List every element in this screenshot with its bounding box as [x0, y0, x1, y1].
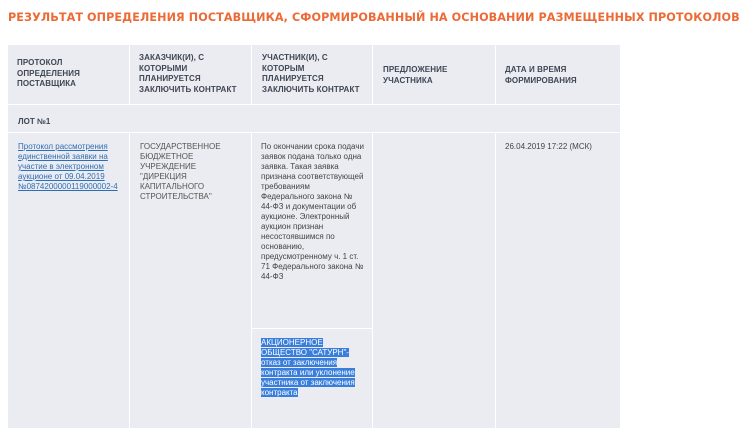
header-divider	[8, 104, 620, 105]
header-offer	[374, 45, 492, 103]
col-divider-3	[372, 133, 373, 428]
col-divider-1	[129, 133, 130, 428]
participant-cell	[261, 338, 364, 398]
header-offer-label: ПРЕДЛОЖЕНИЕ УЧАСТНИКА	[383, 65, 448, 85]
header-customer-label: ЗАКАЗЧИК(И), С КОТОРЫМИ ПЛАНИРУЕТСЯ ЗАКЛЮЧИТЬ КОНТРАКТ	[139, 53, 237, 94]
header-datetime-label: ДАТА И ВРЕМЯ ФОРМИРОВАНИЯ	[505, 65, 577, 85]
datetime-cell: 26.04.2019 17:22 (МСК)	[505, 142, 592, 151]
col-divider-2	[251, 133, 252, 428]
results-table	[8, 45, 620, 428]
protocol-cell	[18, 142, 119, 192]
col-divider-4	[495, 133, 496, 428]
header-participant	[253, 45, 370, 103]
page-title: РЕЗУЛЬТАТ ОПРЕДЕЛЕНИЯ ПОСТАВЩИКА, СФОРМИРОВАННЫЙ НА ОСНОВАНИИ РАЗМЕЩЕННЫХ ПРОТОКОЛОВ	[8, 11, 740, 24]
customer-cell: ГОСУДАРСТВЕННОЕ БЮДЖЕТНОЕ УЧРЕЖДЕНИЕ "ДИРЕКЦИЯ КАПИТАЛЬНОГО СТРОИТЕЛЬСТВА"	[140, 142, 221, 201]
header-participant-label: УЧАСТНИК(И), С КОТОРЫМ ПЛАНИРУЕТСЯ ЗАКЛЮЧИТЬ КОНТРАКТ	[262, 53, 360, 94]
lot-divider	[8, 132, 620, 133]
protocol-link[interactable]: Протокол рассмотрения единственной заявки на участие в электронном аукционе от 09.04.2019 №0874200000119000002-4	[18, 142, 118, 191]
header-protocol	[8, 45, 129, 103]
col-divider-1-header	[129, 45, 130, 104]
col-divider-4-header	[495, 45, 496, 104]
col-divider-3-header	[372, 45, 373, 104]
header-datetime	[496, 45, 620, 103]
lot-label: ЛОТ №1	[18, 117, 51, 126]
participant-divider	[252, 328, 372, 329]
header-customer	[130, 45, 248, 103]
col-divider-2-header	[251, 45, 252, 104]
header-protocol-label: ПРОТОКОЛ ОПРЕДЕЛЕНИЯ ПОСТАВЩИКА	[17, 58, 81, 88]
participant-selected[interactable]: АКЦИОНЕРНОЕ ОБЩЕСТВО "САТУРН"- отказ от заключения контракта или уклонение участника от заключения контракта	[261, 338, 355, 397]
participant-note: По окончании срока подачи заявок подана только одна заявка. Такая заявка признана соответствующей требованиям Федерального закона № 44-ФЗ и документации об аукционе. Электронный аукцион признан несостоявшимся по основанию, предусмотренному ч. 1 ст. 71 Федерального закона № 44-ФЗ	[261, 142, 364, 281]
